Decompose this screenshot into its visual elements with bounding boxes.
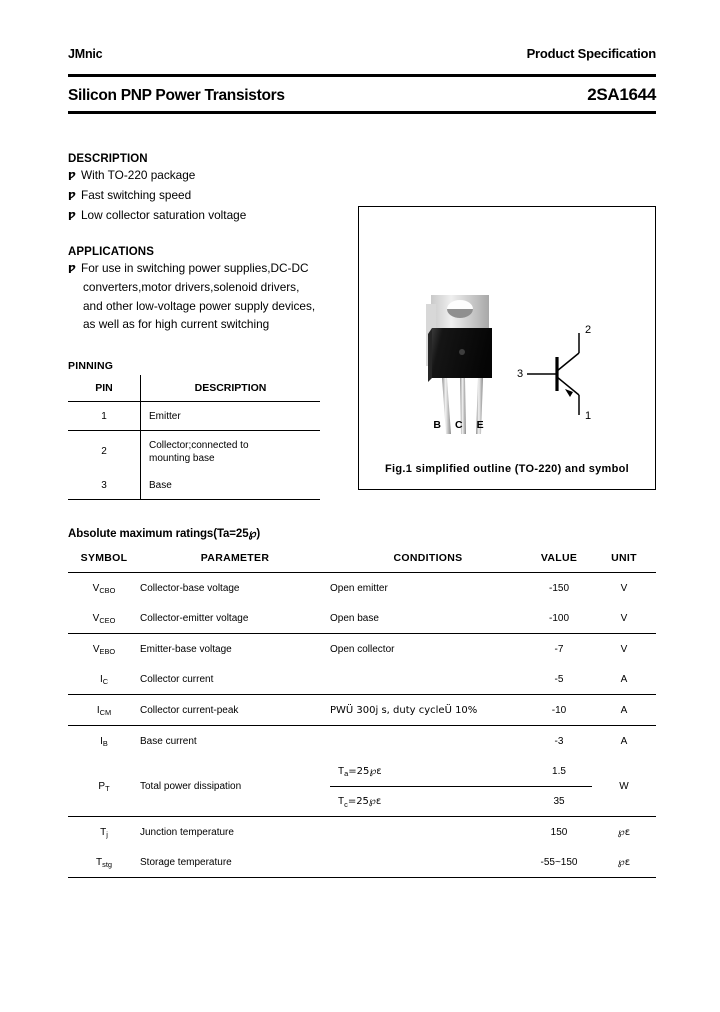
- document-type: Product Specification: [526, 46, 656, 61]
- rating-unit: ℘ε: [592, 847, 656, 878]
- applications-section: [68, 246, 368, 334]
- table-row: [68, 756, 656, 817]
- rating-unit: ℘ε: [592, 817, 656, 848]
- applications-line: and other low-voltage power supply devices,: [83, 298, 316, 313]
- part-number: 2SA1644: [587, 85, 656, 104]
- description-heading: DESCRIPTION: [68, 153, 148, 165]
- applications-item: [68, 259, 368, 278]
- pinning-col-description: DESCRIPTION: [141, 375, 321, 402]
- table-row: [68, 726, 656, 757]
- rating-symbol: $P_T$: [98, 780, 110, 793]
- rating-condition: T $_a$ =25℘ε: [338, 765, 382, 778]
- rating-parameter: Collector current-peak: [140, 695, 330, 726]
- pinning-header-row: [68, 375, 320, 402]
- company-name: JMnic: [68, 47, 103, 61]
- rating-parameter: Collector-emitter voltage: [140, 612, 249, 624]
- rating-condition: T $_c$ =25℘ε: [330, 786, 526, 816]
- rating-value: -3: [526, 726, 592, 757]
- bullet-icon: ƿ: [68, 261, 76, 274]
- pin-label-e: E: [476, 419, 485, 431]
- rating-conditions: Open collector: [330, 634, 526, 665]
- rating-symbol: $T_{stg}$: [68, 847, 140, 878]
- ratings-col-symbol: SYMBOL: [80, 552, 128, 564]
- rating-unit: V: [592, 634, 656, 665]
- description-item-label: With TO-220 package: [81, 168, 196, 182]
- description-item-label: Fast switching speed: [81, 187, 192, 202]
- rating-parameter: Base current: [140, 726, 330, 757]
- bullet-icon: ƿ: [68, 168, 76, 181]
- table-row: [68, 603, 656, 634]
- ratings-header-row: [68, 544, 656, 573]
- rating-parameter: Emitter-base voltage: [140, 634, 330, 665]
- bullet-icon: ƿ: [68, 187, 76, 201]
- pin-description: Emitter: [141, 402, 321, 431]
- rating-symbol: $T_j$: [68, 817, 140, 848]
- ratings-col-conditions: CONDITIONS: [393, 552, 463, 564]
- applications-line: For use in switching power supplies,DC-DC: [81, 261, 309, 275]
- rating-unit: A: [592, 695, 656, 726]
- rating-value: 1.5: [552, 765, 566, 777]
- rating-symbol: $I_{CM}$: [68, 695, 140, 726]
- table-row: [68, 664, 656, 695]
- description-section: [68, 153, 358, 224]
- table-row: [68, 573, 656, 604]
- pinning-table: [68, 375, 320, 500]
- description-item: [68, 166, 358, 185]
- rating-parameter: Storage temperature: [140, 847, 330, 878]
- rating-value-group: [526, 756, 592, 817]
- rating-conditions: [330, 664, 526, 695]
- ratings-col-parameter: PARAMETER: [200, 552, 270, 564]
- pinning-section: [68, 360, 320, 500]
- rating-conditions-group: [330, 756, 526, 817]
- package-pin-labels: [404, 419, 514, 431]
- pin-number: 3: [68, 471, 141, 500]
- description-item: [68, 186, 358, 205]
- rating-conditions: PWÜ 300j s, duty cycleÜ 10%: [330, 695, 526, 726]
- rating-unit: V: [620, 612, 628, 624]
- ratings-col-value: VALUE: [540, 552, 578, 564]
- rating-value: 150: [526, 817, 592, 848]
- to220-package-photo: [404, 290, 514, 440]
- rating-conditions: Open emitter: [330, 573, 526, 604]
- rating-value: -7: [526, 634, 592, 665]
- rating-conditions: [330, 726, 526, 757]
- rating-unit: A: [592, 726, 656, 757]
- rating-parameter: Junction temperature: [140, 817, 330, 848]
- table-row: [68, 471, 320, 500]
- applications-heading: APPLICATIONS: [68, 246, 154, 258]
- rating-symbol: $I_C$: [99, 673, 109, 686]
- table-row: [68, 847, 656, 878]
- pin-label-b: B: [433, 419, 442, 431]
- rating-symbol: $I_B$: [68, 726, 140, 757]
- rating-conditions: [330, 847, 526, 878]
- symbol-pin-2-label: 2: [585, 324, 592, 336]
- pin-description: Collector;connected to mounting base: [149, 440, 249, 464]
- table-row: [68, 695, 656, 726]
- figure-caption: Fig.1 simplified outline (TO-220) and symbol: [384, 463, 630, 475]
- rating-unit: A: [620, 673, 628, 685]
- table-row: [68, 634, 656, 665]
- pin-number: 2: [68, 431, 141, 472]
- table-row: [68, 402, 320, 431]
- rating-symbol: $V_{CEO}$: [92, 612, 116, 625]
- document-header: [68, 46, 656, 61]
- description-item-label: Low collector saturation voltage: [81, 207, 247, 222]
- title-row: [68, 85, 656, 105]
- pin-number: 1: [68, 402, 141, 431]
- ratings-table: [68, 544, 656, 878]
- ratings-section: [68, 526, 656, 878]
- header-divider-top: [68, 74, 656, 77]
- rating-value: -10: [526, 695, 592, 726]
- applications-line: as well as for high current switching: [83, 317, 270, 332]
- pinning-col-pin: PIN: [68, 375, 141, 402]
- rating-value: -5: [554, 673, 564, 685]
- description-item: [68, 206, 358, 225]
- table-row: [68, 431, 320, 472]
- pin-description: Base: [141, 471, 321, 500]
- applications-line: converters,motor drivers,solenoid drivers,: [83, 279, 300, 294]
- rating-unit: W: [619, 780, 629, 792]
- rating-symbol: $V_{CBO}$: [68, 573, 140, 604]
- rating-parameter: Collector-base voltage: [140, 573, 330, 604]
- rating-value: -55~150: [526, 847, 592, 878]
- rating-value: -150: [526, 573, 592, 604]
- rating-conditions: Open base: [330, 612, 379, 624]
- pin-label-c: C: [454, 419, 464, 431]
- symbol-pin-3-label: 3: [517, 368, 524, 380]
- ratings-col-unit: UNIT: [611, 552, 637, 564]
- rating-parameter: Total power dissipation: [140, 780, 242, 792]
- rating-parameter: Collector current: [140, 673, 214, 685]
- bullet-icon: ƿ: [68, 207, 76, 221]
- rating-unit: V: [592, 573, 656, 604]
- header-divider-bottom: [68, 111, 656, 114]
- rating-value: 35: [526, 786, 592, 816]
- ratings-heading: Absolute maximum ratings(Ta=25℘): [68, 528, 261, 540]
- pinning-heading: PINNING: [68, 360, 114, 372]
- rating-conditions: [330, 817, 526, 848]
- pnp-transistor-symbol: [517, 319, 617, 429]
- rating-symbol: $V_{EBO}$: [68, 634, 140, 665]
- symbol-pin-1-label: 1: [585, 410, 592, 422]
- rating-value: -100: [548, 612, 569, 624]
- figure-panel: [358, 206, 656, 490]
- page-title: Silicon PNP Power Transistors: [68, 87, 285, 104]
- table-row: [68, 817, 656, 848]
